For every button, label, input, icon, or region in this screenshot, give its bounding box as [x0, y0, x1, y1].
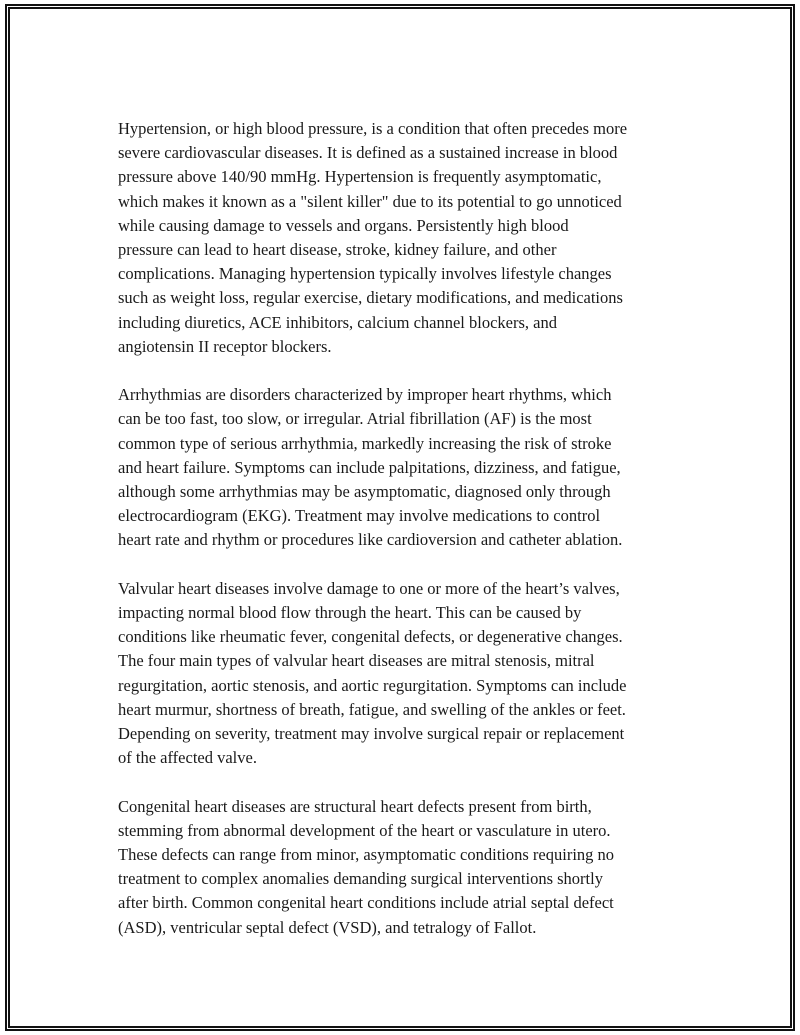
paragraph-hypertension: Hypertension, or high blood pressure, is a condition that often precedes more severe cardiovascular diseases. It is defined as a sustained increase in blood pressure above 140/90 mmHg. Hypertension is frequently asymptomatic, which makes it known as a "silent killer" due to its potential to go unnoticed while causing damage to vessels and organs. Persistently high blood pressure can lead to heart disease, stroke, kidney failure, and other complications. Managing hypertension typically involves lifestyle changes such as weight loss, regular exercise, dietary modifications, and medications including diuretics, ACE inhibitors, calcium channel blockers, and angiotensin II receptor blockers. [118, 119, 628, 356]
paragraph-congenital-heart-diseases: Congenital heart diseases are structural heart defects present from birth, stemming from abnormal development of the heart or vasculature in utero. These defects can range from minor, asymptomatic conditions requiring no treatment to complex anomalies demanding surgical interventions shortly after birth. Common congenital heart conditions include atrial septal defect (ASD), ventricular septal defect (VSD), and tetralogy of Fallot. [118, 796, 615, 937]
document-body [118, 117, 698, 940]
paragraph-arrhythmias: Arrhythmias are disorders characterized by improper heart rhythms, which can be too fast, too slow, or irregular. Atrial fibrillation (AF) is the most common type of serious arrhythmia, markedly increasing the risk of stroke and heart failure. Symptoms can include palpitations, dizziness, and fatigue, although some arrhythmias may be asymptomatic, diagnosed only through electrocardiogram (EKG). Treatment may involve medications to control heart rate and rhythm or procedures like cardioversion and catheter ablation. [118, 385, 623, 550]
paragraph-valvular-heart-diseases: Valvular heart diseases involve damage to one or more of the heart’s valves, impacting normal blood flow through the heart. This can be caused by conditions like rheumatic fever, congenital defects, or degenerative changes. The four main types of valvular heart diseases are mitral stenosis, mitral regurgitation, aortic stenosis, and aortic regurgitation. Symptoms can include heart murmur, shortness of breath, fatigue, and swelling of the ankles or feet. Depending on severity, treatment may involve surgical repair or replacement of the affected valve. [118, 578, 627, 768]
